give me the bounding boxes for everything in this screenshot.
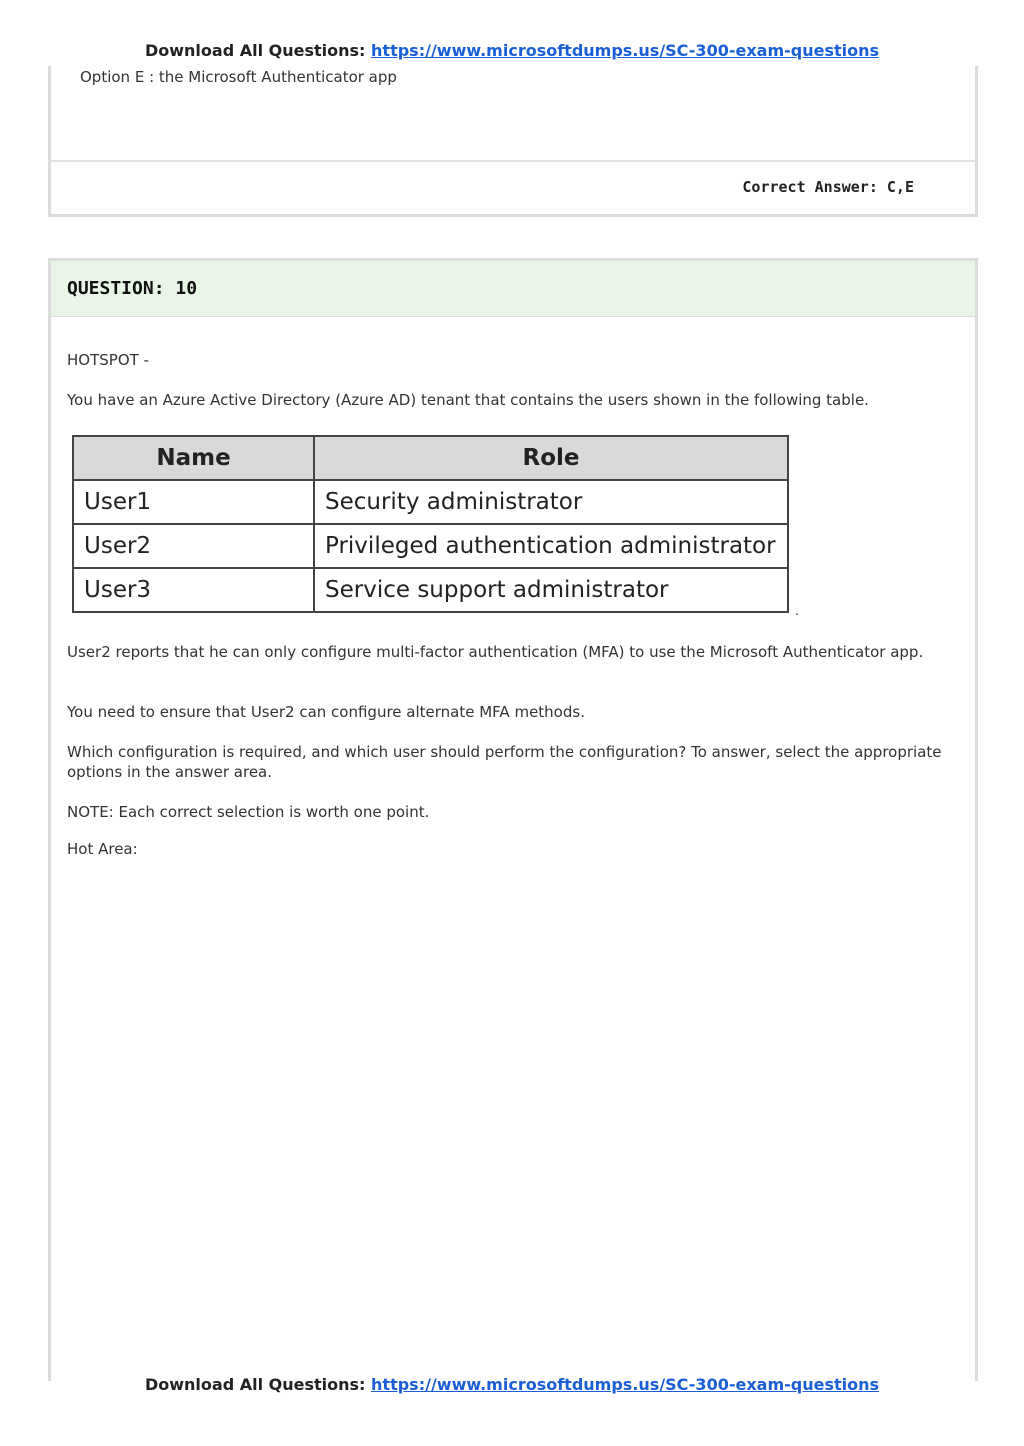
trailing-dot: . bbox=[795, 604, 800, 619]
table-row bbox=[73, 568, 788, 612]
question-intro: You have an Azure Active Directory (Azure AD) tenant that contains the users shown in the following table. bbox=[67, 391, 869, 409]
question-paragraph-3: Which configuration is required, and which user should perform the configuration? To answer, select the appropriate options in the answer area. bbox=[67, 743, 942, 781]
cell-role: Privileged authentication administrator bbox=[314, 524, 788, 568]
question-paragraph-2: You need to ensure that User2 can configure alternate MFA methods. bbox=[67, 703, 585, 721]
download-banner-top bbox=[0, 41, 1024, 60]
header-role: Role bbox=[314, 436, 788, 480]
cell-name: User3 bbox=[73, 568, 314, 612]
question-paragraph-1: User2 reports that he can only configure multi-factor authentication (MFA) to use the Microsoft Authenticator app. bbox=[67, 643, 924, 661]
table-row bbox=[73, 480, 788, 524]
download-banner-bottom bbox=[0, 1375, 1024, 1394]
question-note: NOTE: Each correct selection is worth one point. bbox=[67, 803, 430, 821]
question-title: QUESTION: 10 bbox=[67, 278, 198, 299]
question-card bbox=[48, 258, 978, 1381]
cell-name: User1 bbox=[73, 480, 314, 524]
users-table bbox=[72, 435, 789, 613]
previous-question-card bbox=[48, 66, 978, 217]
option-e-text: Option E : the Microsoft Authenticator app bbox=[80, 68, 397, 86]
download-link[interactable]: https://www.microsoftdumps.us/SC-300-exam-questions bbox=[371, 1375, 880, 1394]
hot-area-label: Hot Area: bbox=[67, 840, 138, 858]
cell-role: Security administrator bbox=[314, 480, 788, 524]
correct-answer: Correct Answer: C,E bbox=[742, 178, 914, 196]
card-divider bbox=[51, 160, 975, 162]
download-link[interactable]: https://www.microsoftdumps.us/SC-300-exam-questions bbox=[371, 41, 880, 60]
banner-label: Download All Questions: bbox=[144, 41, 366, 60]
table-row bbox=[73, 524, 788, 568]
header-name: Name bbox=[73, 436, 314, 480]
question-header bbox=[51, 261, 975, 317]
table-header-row bbox=[73, 436, 788, 480]
cell-role: Service support administrator bbox=[314, 568, 788, 612]
cell-name: User2 bbox=[73, 524, 314, 568]
question-type: HOTSPOT - bbox=[67, 351, 149, 369]
banner-label: Download All Questions: bbox=[144, 1375, 366, 1394]
